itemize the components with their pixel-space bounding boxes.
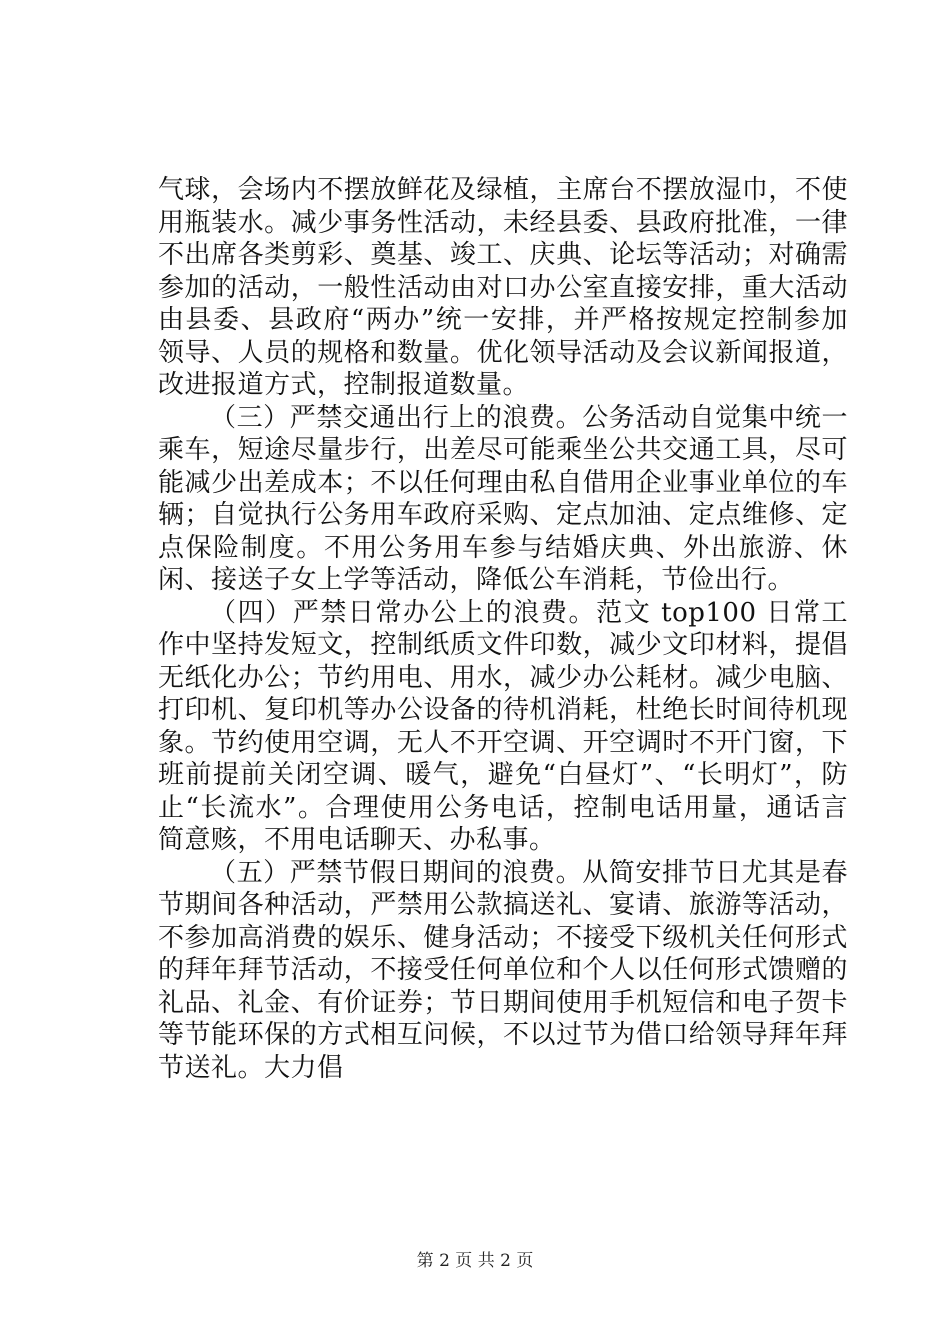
paragraph-section-3: （三）严禁交通出行上的浪费。公务活动自觉集中统一乘车，短途尽量步行，出差尽可能乘坐公共交通工具，尽可能减少出差成本；不以任何理由私自借用企业事业单位的车辆；自觉执行公务用车政府采购、定点加油、定点维修、定点保险制度。不用公务用车参与结婚庆典、外出旅游、休闲、接送子女上学等活动，降低公车消耗，节俭出行。 xyxy=(158,402,848,595)
paragraph-continuation: 气球，会场内不摆放鲜花及绿植，主席台不摆放湿巾，不使用瓶装水。减少事务性活动，未经县委、县政府批准，一律不出席各类剪彩、奠基、竣工、庆典、论坛等活动；对确需参加的活动，一般性活动由对口办公室直接安排，重大活动由县委、县政府“两办”统一安排，并严格按规定控制参加领导、人员的规格和数量。优化领导活动及会议新闻报道，改进报道方式，控制报道数量。 xyxy=(158,175,848,400)
paragraph-section-4: （四）严禁日常办公上的浪费。范文 top100 日常工作中坚持发短文，控制纸质文件印数，减少文印材料，提倡无纸化办公；节约用电、用水，减少办公耗材。减少电脑、打印机、复印机等办公设备的待机消耗，杜绝长时间待机现象。节约使用空调，无人不开空调、开空调时不开门窗，下班前提前关闭空调、暖气，避免“白昼灯”、“长明灯”，防止“长流水”。合理使用公务电话，控制电话用量，通话言简意赅，不用电话聊天、办私事。 xyxy=(158,597,848,855)
page-footer: 第 2 页 共 2 页 xyxy=(416,1251,534,1271)
document-body xyxy=(158,174,848,1084)
paragraph-section-5: （五）严禁节假日期间的浪费。从简安排节日尤其是春节期间各种活动，严禁用公款搞送礼、宴请、旅游等活动，不参加高消费的娱乐、健身活动；不接受下级机关任何形式的拜年拜节活动，不接受任何单位和个人以任何形式馈赠的礼品、礼金、有价证券；节日期间使用手机短信和电子贺卡等节能环保的方式相互问候，不以过节为借口给领导拜年拜节送礼。大力倡 xyxy=(158,857,848,1083)
